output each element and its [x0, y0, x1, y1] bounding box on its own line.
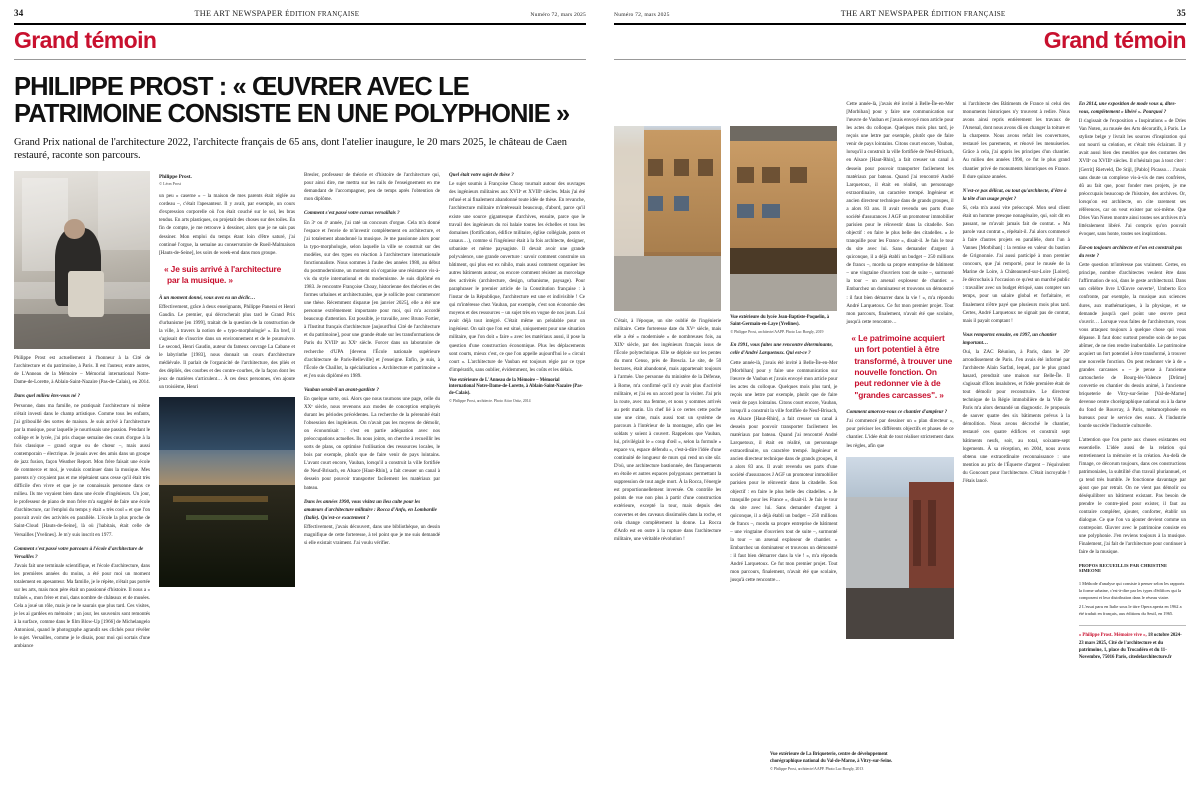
caption-lycee-credit: © Philippe Prost, architecte/AAPP. Photo Luc Boegly, 2019	[730, 329, 824, 334]
caption-briqueterie	[770, 752, 906, 772]
right-answer-col3: J'ai commencé par dessiner un « plan directeur », pour préciser les différents objectifs et phases de ce chantier. L'idée était de tout réaliser strictement dans les règles, afin que	[846, 418, 954, 449]
question-2: Comment s'est passé votre parcours à l'école d'architecture de Versailles ?	[14, 545, 144, 560]
answer-2: J'avais fait une terminale scientifique, et l'école d'architecture, dans les premières années du moins, a été pour moi un moment totalement en apesanteur. Ma famille, je le répète, n'était pas portée sur les arts, mais mon père était un passionné d'histoire. Il nous a « traînés », mon frère et moi, dans nombre de châteaux et de musées. Cela a joué un rôle, mais je ne le saurais que plus tard. Ces visites, je les ai gardées en mémoire ; un jour, les souvenirs sont remontés à la surface, comme dans le film Blow-Up [1966] de Michelangelo Antonioni, quand le photographe agrandit ses clichés pour révéler le sujet. Versailles, comme je le disais, pour moi qui sortais d'une ambiance	[14, 562, 150, 650]
masthead-main-left: THE ART NEWSPAPER	[194, 9, 286, 18]
caption-briqueterie-text: Vue extérieure de La Briqueterie, centre de développement chorégraphique national du Val-de-Marne, à Vitry-sur-Seine.	[770, 752, 893, 764]
right-answer-col4a: ni l'architecte des Bâtiments de France ni celui des monuments historiques n'y trouvent à redire. Nous avons ainsi repris entièrement les travaux de l'Arsenal, dont nous avons dû en changer la toiture et la charpente. Nous avons refait les couvertures, restauré les parements, et rénové les menuiseries. Grâce à cela, j'ai appris les principes d'un chantier. Au milieu des années 1990, ce fut le plus grand chantier privé de monuments historiques en France. Il dure quinze années.	[962, 101, 1070, 180]
anneau-memoire-photo	[159, 397, 295, 587]
right-answer-col5: Il s'agissait de l'exposition « Inspirations » de Dries Van Noten, au musée des Arts décoratifs, à Paris. Le styliste belge y livrait les sources d'inspiration qui ont nourri sa création, et c'était très éclairant. Il y avait aussi bien des meubles que des costumes des XVIIᵉ ou XVIIIᵉ siècles. Il n'hésitait pas à tout citer : [Gerrit] Rietveld, De Stijl, [Pablo] Picasso… J'avais sans doute un complexe vis-à-vis de mes confrères, dû au fait que, pour fonder mes projets, je me préoccupais beaucoup de l'histoire, des archives. Or, lorsqu'on est architecte, on cite rarement ses références, car on veut exister par soi-même. Que Dries Van Noten montre ainsi toutes ses archives m'a littéralement libéré. J'ai compris qu'on pouvait évoquer, sans honte, toutes ses inspirations.	[1078, 118, 1187, 237]
right-column-4	[963, 100, 1070, 661]
answer-4: En 3ᵉ ou 4ᵉ année, j'ai raté un concours d'orgue. Cela m'a donné l'espace et l'envie de m'investir complètement en architecture, et j'ai totalement abandonné la musique. Je me passionne alors pour la typo-morphologie, selon laquelle la ville se construit sur des modèles, sur des types en réaction à l'architecture internationale fonctionnaliste. Nous sommes à l'aube des années 1980, au début du postmodernisme, un moment où s'organise une résistance vis-à-vis du style international et du modernisme. Je suis diplômé en 1983. Je rencontre Françoise Choay, historienne des théories et des formes urbaines et architecturales, que je sollicite pour commencer une thèse. Récemment disparue [en janvier 2025], elle a été une personne extrêmement importante pour moi, qui m'a accordé beaucoup d'attention. Est possible, je travaille, avec Bruno Fortier, à l'Institut français d'architecture [aujourd'hui Cité de l'architecture et du patrimoine], pour une grande étude sur les transformations de Paris du XVIIIᵉ au XXᵉ siècle. Forcer dans un laboratoire de recherche d'UPA [devenu l'École nationale supérieure d'architecture de Paris-Belleville] et j'enseigne. Enfin, je suis, à l'École de Chaillot, la spécialisation « Architecture et patrimoine » et j'en suis diplômé en 1989.	[304, 219, 440, 379]
answer-5: En quelque sorte, oui. Alors que nous tournons une page, celle du XXᵉ siècle, nous revenons aux modes de conception employés durant les périodes précédentes. La recherche de la pérennité était l'obsession des ingénieurs. On n'avait pas les moyens de démolir, on économisait : c'est en partie adéquation avec nos préoccupations actuelles. Ils nous joints, on cherche à recueillir les sorts de plans, on optimise l'utilisation des ressources locales, le bois par exemple, plutôt que de faire venir de pays lointains. L'avant court encore, Vauban, lorsqu'il a construit la ville fortifiée de Neuf-Brisach, en Alsace [Haut-Rhin], a fait creuser un canal à dessein pour pouvoir transporter facilement les matériaux par bateau.	[304, 395, 440, 491]
left-column-4	[449, 171, 585, 650]
right-question-col5: En 2014, une exposition de mode vous a, dites-vous, complètement « libéré ». Pourquoi ?	[1078, 101, 1177, 116]
pull-quote-left: « Je suis arrivé à l'architecture par la musique. »	[164, 263, 282, 286]
article-headline: PHILIPPE PROST : « ŒUVRER AVEC LE PATRIMOINE CONSISTE EN UNE POLYPHONIE »	[14, 73, 570, 129]
portrait-photo-inner	[14, 171, 150, 349]
caption-anneau-credit: © Philippe Prost, architecte. Photo Aitor Ortiz, 2014	[449, 399, 531, 404]
answer-6: Effectivement, j'avais découvert, dans une bibliothèque, un dessin magnifique de cette forteresse, à tel point que je me suis demandé si elle existait vraiment. J'ai voulu vérifier.	[304, 523, 440, 546]
exhibition-infobox	[1079, 632, 1186, 661]
article-byline: PROPOS RECUEILLIS PAR CHRISTINE SIMEONE	[1078, 563, 1168, 574]
lycee-photo-inner-left	[614, 126, 721, 311]
exhibition-title: « Philippe Prost. Mémoire vive »,	[1078, 633, 1147, 639]
question-1: Dans quel milieu êtes-vous né ?	[14, 393, 81, 400]
lycee-photo-right-half	[730, 126, 837, 311]
right-question-col5b: Est-on toujours architecte et l'on est construit pas du reste ?	[1078, 245, 1183, 260]
right-answer-col2-cont: Cette année-là, j'avais été invité à Belle-Île-en-Mer [Morbihan] pour y faire une communication sur l'œuvre de Vauban et j'avais envoyé mon article pour les actes du colloque. Quelques mois plus tard, je reçois une lettre par exemple, plutôt que de faire venir de pays lointains. Citons court encore, Vauban, lorsqu'il a construit la ville fortifiée de Neuf-Brisach, en Alsace [Haut-Rhin], a fait creuser un canal à dessein pour pouvoir transporter facilement les matériaux par bateau. Quand j'ai rencontré André Larquetoux, il était en réalité, un personnage extraordinaire, un caractère trempé. Ingénieur et ancien directeur technique dans de grands groupes, il a alors 83 ans. Il avait revendu ses parts d'une société d'assurances J AGF un promoteur immobilier parisien pour le réinvestir dans la citadelle. Son objectif : en faire le plus belle des citadelles. « Je tranquille pour les France », disait-il. Je fais le tour du site avec lui. Sans demander d'argent à quiconque, il a déjà établi un budget – 250 millions de francs –, mordu sa propre entreprise de bâtiment – une vingtaine d'ouvriers tout de suite –, surmonté la tour – un arsenal exploseur de chantier. « Embarchez un dominateur et trouvons un démonstré : il faut bien démarrer dans la vie ! », m'a répondu André Larquetoux. Ce fut mon premier projet. Tout mon parcours, finalement, n'avait été que scolaire, jusqu'à cette rencontre…	[846, 101, 954, 325]
question-7: Quel était votre sujet de thèse ?	[449, 172, 514, 179]
answer-3-cont: Bresler, professeur de théorie et d'histoire de l'architecture qui, pour ainsi dire, me mettra sur les rails de l'enseignement en me demandant de l'accompagner, peu de temps après l'obtention de mon diplôme.	[304, 172, 440, 203]
answer-3: Effectivement, grâce à deux enseignants, Philippe Panerai et Henri Gaudin. Le premier, qui décrocherait plus tard le Grand Prix d'urbanisme [en 1999], traitait de la question de la construction de la ville, à travers la notion de « typo-morphologie¹ ». En bref, il s'agissait de s'inscrire dans un environnement et de le poursuivre. Le second, Henri Gaudin, auteur du fameux ouvrage La Cabane et le labyrinthe [1983], nous donnait un cours d'architecture médiévale. Il parlait de l'organicité de l'architecture, des pliés et des dépliés, des courbes et des contre-courbes, de la façon dont les jeux de matières s'articulent… À ces deux personnes, s'en ajoute un troisième, Henri	[159, 303, 295, 391]
left-running-head	[14, 8, 586, 22]
briqueterie-photo	[846, 457, 953, 639]
footnote-1: 1 Méthode d'analyse qui consiste à penser selon les rapports la forme urbaine, c'est-à-dire par les types d'édifices qui la composent et leur distribution dans le réseau viaire.	[1078, 581, 1185, 600]
right-answer-col5b: Cette question m'intéresse pas vraiment. Certes, en principe, nombre d'architectes veulent être dans l'affirmation de soi, dans le geste architectural. Dans son célèbre livre L'Œuvre ouverte², Umberto Eco confronte, par exemple, la musique aux sciences dures, aux mathématiques, à la physique, et se demande jusqu'à quel point une œuvre peut s'ouvrir… Lorsque vous faites de l'architecture, vous vous attaquez toujours à quelque chose qui vous dépasse. Il faut donc surtout prendre soin de ne pas abîmer, de ne rien rendre inabordable. Le patrimoine acquiert un fort potentiel à être transformé, à trouver une nouvelle fonction. On peut redonner vie à de « grandes carcasses » – je pense à l'ancienne cartoucherie de Bourg-lès-Valence [Drôme] convertie en chantier du dessin animé, à l'ancienne briqueterie de Vitry-sur-Seine [Val-de-Marne] devenue centre chorégraphique national ou à la darse du fond de Rouvray, à Paris, métamorphosée en bureaux pour le service des eaux. À l'industrie lourde succède l'industrie culturelle.	[1078, 262, 1187, 430]
caption-anneau-memoire	[449, 378, 585, 405]
right-columns	[614, 100, 1186, 661]
right-running-head	[614, 8, 1186, 22]
caption-briqueterie-credit: © Philippe Prost, architecte/AAPP. Photo Luc Boegly, 2013	[770, 766, 864, 771]
question-5: Vauban serait-il un avant-gardiste ?	[304, 386, 379, 393]
right-column-2	[730, 100, 837, 661]
lycee-photo-inner-right	[730, 126, 837, 311]
caption-lycee	[730, 315, 837, 335]
masthead-right	[841, 9, 1006, 18]
left-column-1	[14, 171, 150, 650]
left-column-2	[159, 171, 295, 650]
section-title-right: Grand témoin	[1043, 27, 1186, 53]
article-standfirst: Grand Prix national de l'architecture 2022, l'architecte français de 65 ans, dont l'atelier inaugure, le 20 mars 2025, le château de Caen restauré, raconte son parcours.	[14, 136, 567, 161]
masthead-sub-right: ÉDITION FRANÇAISE	[931, 10, 1006, 18]
answer-2-cont: un peu « caserne » – la maison de mes parents était réglée au cordeau –, c'était l'apesanteur. Il y avait, par exemple, un cours d'expression corporelle où l'on était couché sur le sol, les bras tendus. En arts plastiques, on projetait des choses sur des toiles. En fin de compte, je me retrouve à dessiner, alors que je ne sais pas dessiner. Mon emploi du temps étant loin d'être saturé, j'ai continué l'orgue, la semaine au conservatoire de Rueil-Malmaison [Hauts-de-Seine], les soirs de week-end dans mon groupe.	[159, 193, 295, 256]
lycee-photo-left-half	[614, 126, 721, 311]
right-column-5	[1079, 100, 1186, 661]
intro-paragraph: Philippe Prost est actuellement à l'honneur à la Cité de l'architecture et du patrimoine, à Paris. Il est l'auteur, entre autres, de L'Anneau de la Mémoire – Mémorial international Notre-Dame-de-Lorette, à Ablain-Saint-Nazaire (Pas-de-Calais), en 2014.	[14, 355, 150, 386]
exhibition-details: 18 octobre 2024-23 mars 2025, Cité de l'architecture et du patrimoine, 1, place du Trocadéro et du 11-Novembre, 75016 Paris, citedelarchitecture.fr	[1078, 633, 1182, 661]
pull-quote-right: « Le patrimoine acquiert un fort potentiel à être transformé, à trouver une nouvelle fonction. On peut redonner vie à de "grandes carcasses". »	[851, 332, 953, 400]
masthead-main-right: THE ART NEWSPAPER	[840, 9, 932, 18]
caption-lycee-text: Vue extérieure du lycée Jean-Baptiste-Poquelin, à Saint-Germain-en-Laye (Yvelines).	[730, 315, 830, 327]
header-rule-left	[14, 23, 586, 25]
caption-anneau-text: Vue extérieure de L'Anneau de la Mémoire – Mémorial international Notre-Dame-de-Lorette, à Ablain-Saint-Nazaire (Pas-de-Calais).	[449, 377, 583, 397]
briqueterie-photo-inner	[846, 457, 953, 639]
right-column-1	[614, 100, 721, 661]
answer-1: Personne, dans ma famille, ne pratiquait l'architecture ni même n'était investi dans le champ artistique. Comme tous les enfants, j'ai gribouillé des sortes de maison. Je suis arrivé à l'architecture par la musique, pour laquelle je nourrissais une passion. Pendant le collège et le lycée, j'ai pris chaque semaine des cours d'orgue à la fois classique – grand orgue ou de chœur –, mais aussi contemporain – électrique. Je jouais avec des amis dans un groupe de jazz fusion, façon Weather Report. Mon frère faisait une école de commerce et moi, je voulais continuer dans la musique. Mes parents n'y croyaient pas et me répétaient sans cesse qu'il était très difficile d'en vivre et que je ne connaissais personne dans ce milieu. Ils me voyaient bien dans une école d'ingénieurs. Un jour, le professeur de piano de mon frère m'a suggéré de faire une école d'architecture, car l'emploi du temps y était « très cool » et que l'on pouvait avoir des activités en parallèle. L'école la plus proche de Saint-Cloud [Hauts-de-Seine], là où j'habitais, était celle de Versailles [Yvelines]. Je m'y suis inscrit en 1977.	[14, 402, 150, 538]
page-folio-left: 34	[14, 8, 24, 18]
portrait-caption-name: Philippe Prost.	[159, 174, 192, 181]
right-answer-col5c: L'attention que l'on porte aux choses existantes est essentielle. L'idée aussi de la relation qui entretiennent la mémoire et la création. Au-delà de l'image, ce décorum toujours, dans ces constructions patrimoniales, la subtilité d'un travail pluriannuel, et ça tend très humble. Je fonctionne davantage par ajout que par retrait. On ne vient pas démolir ou déséquilibrer un bâtiment existant. Pas besoin de prendre le contre-pied pour exister, il faut au contraire compléter, ajouter, conforter, établir un dialogue. Ce que l'on va ajouter devient comme un contrepoint. Œuvrer avec le patrimoine consiste en une polyphonie. J'en reviens toujours à la musique. Finalement, j'ai fait de l'architecture pour continuer à faire de la musique.	[1078, 436, 1187, 556]
question-4: Comment s'est passé votre cursus versaillais ?	[304, 210, 400, 217]
right-question-col2: En 1991, vous faites une rencontre déterminante, celle d'André Larquetoux. Qui est-ce ?	[730, 342, 833, 357]
issue-line-left: Numéro 72, mars 2025	[530, 12, 586, 18]
header-rule-right	[614, 23, 1186, 25]
right-question-col4b: Vous remportez ensuite, en 1997, un chantier important…	[962, 331, 1057, 346]
page-folio-right: 35	[1176, 8, 1186, 18]
footnote-2: 2 L'essai paru en Italie sous le titre Opera aperta en 1962 a été traduit en français, aux éditions du Seuil, en 1965.	[1078, 604, 1182, 616]
section-rule-right	[614, 59, 1186, 60]
question-3: À un moment donné, vous avez eu un déclic…	[159, 294, 256, 301]
right-question-col3: Comment amorcez-vous ce chantier d'ampleur ?	[846, 409, 948, 416]
left-column-3	[304, 171, 440, 650]
portrait-photo-philippe-prost	[14, 171, 150, 349]
infobox-rule	[1079, 625, 1186, 626]
masthead-sub-left: ÉDITION FRANÇAISE	[285, 10, 360, 18]
right-answer-col4b: Oui, la ZAC Réunion, à Paris, dans le 20ᵉ arrondissement de Paris. J'en avais été informé par l'architecte Alain Sarfati, lequel, par le plus grand hasard, prendrait une maison sur Belle-Île. Il s'agissait d'îlots insalubres, et l'idée première était de tout démolir pour reconstruire. Le directeur technique de la Régie immobilière de la Ville de Paris m'a alors demandé un diagnostic. Je proposais de sauver quatre des six bâtiments prévus à la démolition. Nous avons décroché le chantier, restauré ces quatre édifices et construit sept bâtiments neufs, soit, au total, soixante-sept logements. À sa réception, en 2004, nous avons obtenu une extraordinaire reconnaissance : une mention au prix de l'Équerre d'argent – l'équivalent du Goncourt pour l'architecture. C'était incroyable ! J'étais lancé.	[962, 348, 1070, 484]
right-question-col4: N'est-ce pas délicat, ou tout qu'architecte, d'être à la tête d'un usage projet ?	[962, 187, 1067, 202]
question-6: Dans les années 1990, vous visitez un lieu culte pour les amateurs d'architecture militaire : Rocca d'Anfo, en Lombardie (Italie). Qu'est-ce exactement ?	[304, 498, 437, 521]
section-rule-left	[14, 59, 586, 60]
anneau-photo-inner	[159, 397, 295, 587]
right-column-3	[846, 100, 953, 661]
right-answer-col2: Cette année-là, j'avais été invité à Belle-Île-en-Mer [Morbihan] pour y faire une communication sur l'œuvre de Vauban et j'avais envoyé mon article pour les actes du colloque. Quelques mois plus tard, je reçois une lettre par exemple, plutôt que de faire venir de pays lointains. Citons court encore, Vauban, lorsqu'il a construit la ville fortifiée de Neuf-Brisach, en Alsace [Haut-Rhin], a fait creuser un canal à dessein pour pouvoir transporter facilement les matériaux par bateau. Quand j'ai rencontré André Larquetoux, il était en réalité, un personnage extraordinaire, un caractère trempé. Ingénieur et ancien directeur technique dans de grands groupes, il a alors 83 ans. Il avait revendu ses parts d'une société d'assurances J AGF un promoteur immobilier parisien pour le réinvestir dans la citadelle. Son objectif : en faire le plus belle des citadelles. « Je tranquille pour les France », disait-il. Je fais le tour du site avec lui. Sans demander d'argent à quiconque, il a déjà établi un budget – 250 millions de francs –, mordu sa propre entreprise de bâtiment – une vingtaine d'ouvriers tout de suite –, surmonté la tour – un arsenal exploseur de chantier. « Embarchez un dominateur et trouvons un démonstré : il faut bien démarrer dans la vie ! », m'a répondu André Larquetoux. Ce fut mon premier projet. Tout mon parcours, finalement, n'avait été que scolaire, jusqu'à cette rencontre…	[730, 359, 838, 584]
issue-line-right: Numéro 72, mars 2025	[614, 12, 670, 18]
masthead-left	[195, 9, 360, 18]
right-answer-col4: Si, cela m'a aussi vite préoccupé. Mon seul client était un homme presque nonagénaire, qui, soit dit en passant, ne m'avait jamais fait de contrat. « Ma parole vaut contrat », répétait-il. J'ai alors commencé à faire d'autres projets en parallèle, dont l'un à Vannes [Morbihan] : la remise en valeur du bastion de Grignonnie. J'ai aussi participé à mon premier concours, que j'ai remporté, pour le musée de la Marine de Loire, à Châteauneuf-sur-Loire [Loiret]. Je décrochais à l'occasion ce qu'est un marché public : travailler avec un budget étriqué, sans compter son temps, pour un salaire global et forfaitaire, et finalement n'être payé que plusieurs mois plus tard. Certes, André Larquetoux ne signait pas de contrat, mais il payait comptant !	[962, 204, 1070, 324]
right-answer-col1: C'était, à l'époque, un site oublié de l'ingénierie militaire. Cette forteresse date du XVᵉ siècle, mais elle a été « modernisée » de nombreuses fois, au XIXᵉ siècle, par des ingénieurs français issus de l'École polytechnique. Elle se déploie sur les pentes du mont Censo, près de Brescia. Le site, de 50 hectares, était abandonné, mais appartenait toujours à l'armée. Une personne du ministère de la Défense, à Rome, m'a confirmé qu'il n'y avait plus d'activité militaire, et j'ai eu un accord pour la visiter. J'ai pris la route, avec ma femme, et nous y sommes arrivés au petit matin. Un chef lié à ce certes cette poche une une cime, mais aussi tout un système de parcours à l'intérieur de la montagne, afin que les soldats y soient à couvert. Rappelons que Vauban, lui, privilégiait le « coup d'œil », selon la formule « espace vu, espace défendu », c'est-à-dire l'idée d'une continuité de longueur de murs qui rend un site sûr. D'où, une architecture bastionnée, des flanquements en étoile et autres espaces polygonaux permettant la suppression de tout angle mort. À la Rocca, l'énergie est proportionnellement inversée. On contrôle les points de vue non plus à partir d'une construction extérieure, excepté la tour, mais depuis des couvertes et des caveaux dissimulés dans la roche, et cela change complètement la donne. La Rocca d'Anfo est en outre à la rupture dans l'architecture militaire, une véritable révolution !	[614, 318, 722, 542]
portrait-caption-credit: © Léon Prost	[159, 181, 181, 187]
left-columns	[14, 171, 586, 650]
section-title-left: Grand témoin	[14, 27, 157, 53]
right-page	[600, 0, 1200, 807]
caption-briqueterie-wrap	[770, 752, 906, 772]
answer-7: Le sujet soumis à Françoise Choay tournait autour des ouvrages des ingénieurs militaires aux XVIIᵉ et XVIIIᵉ siècles. Mais j'ai été refusé et ai finalement abandonné toute idée de thèse. En revanche, l'architecture militaire m'intéressait beaucoup, d'abord, parce qu'il existe une source gigantesque d'archives, ensuite, parce que le travail des ingénieurs du roi balaie toutes les échelles et tous les domaines (fortification, édifice militaire, église collégiale, ponts et canaux…), comme si l'ingénieur était à la fois architecte, designer, urbaniste et même paysagiste. Il devait avoir une grande polyvalence, une grande ouverture : savoir comment construire un bâtiment, qui plus est ex nihilo, mais aussi comment organiser les autres bâtiments autour, ou encore comment résister au morcelage des activités (architecture, design, urbanisme, paysage). Pour paraphraser le premier article de la Constitution française : à l'instar de la République, l'architecture est une et indivisible ! Ce qui m'intéresse chez Vauban, par exemple, c'est son économie des moyens et des ressources – un sujet très en vogue de nos jours. Lui avait déjà tout intégré. C'était même un préalable pour un ingénieur. On sait que l'on est situé, uniquement pour une situation militaire, que l'on doit « faire » avec les matériaux aussi, il pose la question d'une construction économique. Plus les déplacements sont courts, mieux c'est, ce que l'on appelle aujourd'hui le « circuit court ». L'architecture de Vauban est toujours régie par ce type d'impératifs, sans oublier, évidemment, les coûts et les délais.	[449, 181, 585, 373]
